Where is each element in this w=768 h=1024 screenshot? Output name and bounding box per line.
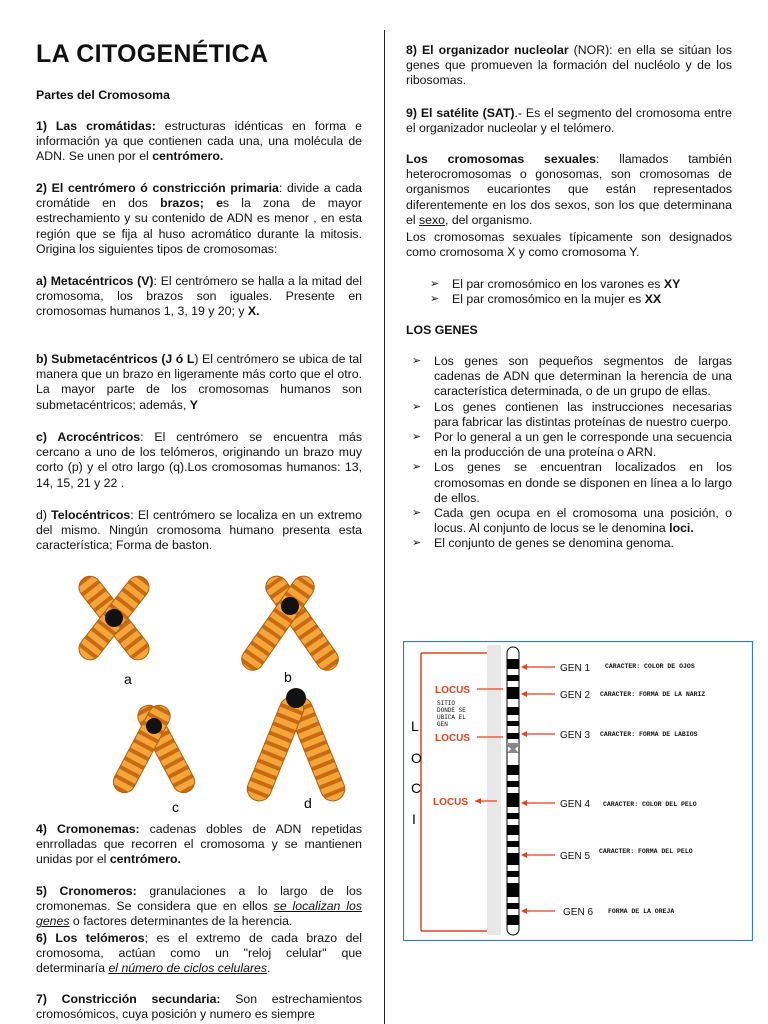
paragraph-nor: 8) El organizador nucleolar (NOR): en ella se sitúan los genes que promueven la formación del nucléolo y de los ribosomas.	[406, 43, 732, 88]
gene-6-caracter: FORMA DE LA OREJA	[608, 908, 675, 915]
chromosome-b	[237, 572, 342, 675]
chromosome-d	[244, 688, 349, 804]
locus-label-2: LOCUS	[435, 733, 470, 744]
chromosome-a	[75, 572, 154, 664]
gene-3-label: GEN 3	[560, 730, 591, 741]
gene-1-caracter: CARACTER: COLOR DE OJOS	[605, 663, 695, 670]
sitio-line-1: SITIO	[437, 700, 456, 707]
genes-list	[406, 354, 732, 552]
arrow-bullet-icon: ➢	[430, 278, 440, 290]
gene-3-caracter: CARACTER: FORMA DE LABIOS	[600, 731, 698, 738]
figure-label-c: c	[172, 799, 179, 815]
paragraph-cronomeros: 5) Cronomeros: granulaciones a lo largo de los cromonemas. Se considera que en ellos se localizan los genes o factores determinantes de la herencia.	[36, 884, 363, 929]
gene-5-label: GEN 5	[560, 851, 591, 862]
sitio-line-3: UBICA EL	[437, 714, 466, 721]
list-item: ➢ Los genes se encuentran localizados en los cromosomas en donde se disponen en línea a lo largo de ellos.	[412, 460, 732, 505]
figure-label-b: b	[284, 669, 292, 685]
sitio-line-2: DONDE SE	[437, 707, 466, 714]
page-title: LA CITOGENÉTICA	[36, 40, 269, 68]
gene-2-caracter: CARACTER: FORMA DE LA NARIZ	[600, 691, 706, 698]
section-heading: Partes del Cromosoma	[36, 88, 170, 102]
arrow-bullet-icon: ➢	[412, 461, 422, 474]
list-item: ➢ Cada gen ocupa en el cromosoma una posición, o locus. Al conjunto de locus se le denomina loci.	[412, 506, 732, 536]
locus-label-3: LOCUS	[433, 797, 468, 808]
arrow-bullet-icon: ➢	[412, 400, 422, 413]
list-item: ➢ Los genes son pequeños segmentos de largas cadenas de ADN que determinan la herencia de una característica determinada, o de un grupo de ellas.	[412, 354, 732, 399]
paragraph-cromonemas: 4) Cromonemas: cadenas dobles de ADN repetidas enrrolladas que recorren el cromosoma y se mantienen unidas por el centrómero.	[36, 822, 363, 867]
paragraph-cromatidas: 1) Las cromátidas: estructuras idénticas en forma e información ya que contienen cada una, una molécula de ADN. Se unen por el centrómero.	[36, 119, 362, 164]
paragraph-acrocentricos: c) Acrocéntricos: El centrómero se encuentra más cercano a uno de los telómeros, originando un brazo muy corto (p) y el otro largo (q).Los cromosomas humanos: 13, 14, 15, 21 y 22 .	[36, 430, 362, 490]
loci-letter-l: L	[411, 718, 419, 734]
gene-1-label: GEN 1	[560, 663, 591, 674]
genes-heading: LOS GENES	[406, 323, 478, 337]
list-item: ➢ El conjunto de genes se denomina genoma.	[412, 536, 674, 551]
paragraph-submetacentricos: b) Submetacéntricos (J ó L) El centrómero se ubica de tal manera que un brazo en ligeramente más corto que el otro. La mayor parte de los cromosomas humanos son submetacéntricos; además, Y	[36, 352, 362, 412]
paragraph-telocentricos: d) Telocéntricos: El centrómero se localiza en un extremo del mismo. Ningún cromosoma humano presenta esta característica; Forma de baston.	[36, 508, 362, 553]
paragraph-centromero: 2) El centrómero ó constricción primaria: divide a cada cromátide en dos brazos; es la zona de mayor estrechamiento y su contenido de ADN es menor , en esta región que se fija al huso acromático durante la mitosis. Origina los siguientes tipos de cromosomas:	[36, 181, 362, 256]
arrow-bullet-icon: ➢	[412, 431, 422, 444]
chromosome-c	[110, 701, 199, 796]
loci-letter-c: C	[411, 780, 422, 796]
chromosome-ideogram	[507, 647, 519, 935]
gene-4-caracter: CARACTER: COLOR DEL PELO	[603, 801, 697, 808]
arrow-bullet-icon: ➢	[412, 537, 422, 550]
gene-locus-diagram	[403, 641, 753, 941]
locus-label-1: LOCUS	[435, 685, 470, 696]
arrow-bullet-icon: ➢	[412, 355, 422, 367]
gene-4-label: GEN 4	[560, 799, 591, 810]
list-item: ➢ Los genes contienen las instrucciones necesarias para fabricar las distintas proteínas de nuestro cuerpo.	[412, 399, 732, 429]
list-item: ➢ Por lo general a un gen le corresponde una secuencia en la producción de una proteína o ARN.	[412, 430, 732, 460]
sitio-line-4: GEN	[437, 721, 448, 728]
paragraph-satelite: 9) El satélite (SAT).- Es el segmento del cromosoma entre el organizador nucleolar y el telómero.	[406, 106, 732, 136]
loci-letter-i: I	[412, 811, 416, 827]
sex-pairs-list	[406, 277, 732, 307]
paragraph-sexuales-2: Los cromosomas sexuales típicamente son designados como cromosoma X y como cromosoma Y.	[406, 230, 732, 260]
gene-5-caracter: CARACTER: FORMA DEL PELO	[599, 848, 693, 855]
paragraph-constriccion: 7) Constricción secundaria: Son estrechamientos cromosómicos, cuya posición y numero es siempre	[36, 992, 363, 1022]
list-item: ➢ El par cromosómico en la mujer es XX	[430, 292, 662, 307]
list-item: ➢ El par cromosómico en los varones es XY	[430, 277, 681, 291]
figure-label-d: d	[304, 795, 312, 811]
gene-2-label: GEN 2	[560, 690, 591, 701]
loci-letter-o: O	[411, 750, 422, 766]
arrow-bullet-icon: ➢	[412, 507, 422, 520]
paragraph-metacentricos: a) Metacéntricos (V): El centrómero se halla a la mitad del cromosoma, los brazos son iguales. Presente en cromosomas humanos 1, 3, 19 y 20; y X.	[36, 274, 363, 319]
paragraph-sexuales: Los cromosomas sexuales: llamados también heterocromosomas o gonosomas, son cromosomas de organismos eucariontes que están representados diferentemente en los dos sexos, son los que determinana el sexo, del organismo.	[406, 152, 732, 227]
gene-6-label: GEN 6	[563, 907, 594, 918]
paragraph-telomeros: 6) Los telómeros; es el extremo de cada brazo del cromosoma, actúan como un "reloj celular" que determinaría el número de ciclos celulares.	[36, 931, 362, 976]
arrow-bullet-icon: ➢	[430, 293, 440, 306]
figure-label-a: a	[124, 671, 132, 687]
column-divider	[384, 30, 385, 1024]
chromosome-types-figure	[54, 566, 354, 816]
